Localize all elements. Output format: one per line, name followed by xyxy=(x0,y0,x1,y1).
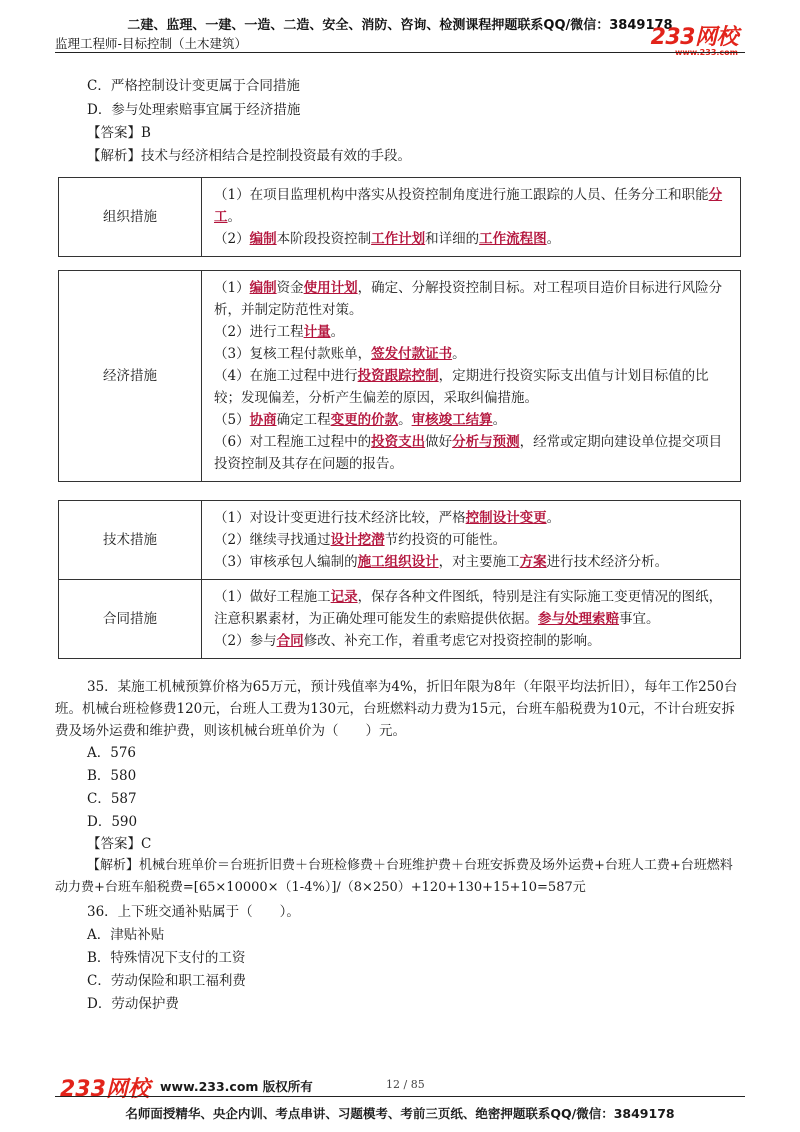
q34-analysis: 【解析】技术与经济相结合是控制投资最有效的手段。 xyxy=(87,148,411,164)
econ-item-2: （2）进行工程计量。 xyxy=(214,324,345,340)
econ-label: 经济措施 xyxy=(59,271,202,482)
q35-option-b: B．580 xyxy=(87,768,137,784)
footer-divider xyxy=(55,1096,745,1097)
econ-item-3: （3）复核工程付款账单，签发付款证书。 xyxy=(214,346,466,362)
q35-option-d: D．590 xyxy=(87,814,138,830)
q36-option-a: A．津贴补贴 xyxy=(87,927,165,943)
q34-option-d: D．参与处理索赔事宜属于经济措施 xyxy=(87,102,301,118)
footer-site-copyright: www.233.com 版权所有 xyxy=(160,1079,313,1094)
logo-web: www.233.com xyxy=(674,48,738,57)
q35-answer: 【答案】C xyxy=(87,836,152,852)
tech-item-2: （2）继续寻找通过设计挖潜节约投资的可能性。 xyxy=(214,532,507,548)
q36-option-d: D．劳动保护费 xyxy=(87,996,179,1012)
contract-content xyxy=(202,580,741,659)
econ-item-1: （1）编制资金使用计划，确定、分解投资控制目标。对工程项目造价目标进行风险分析，并制定防范性对策。 xyxy=(214,280,723,318)
q34-answer: 【答案】B xyxy=(87,125,151,141)
tech-item-3: （3）审核承包人编制的施工组织设计，对主要施工方案进行技术经济分析。 xyxy=(214,554,669,570)
econ-measures-table xyxy=(58,270,741,482)
header-divider xyxy=(55,52,745,53)
org-content xyxy=(202,178,741,257)
tech-contract-table xyxy=(58,500,741,659)
econ-item-6: （6）对工程施工过程中的投资支出做好分析与预测，经常或定期向建设单位提交项目投资控制及其存在问题的报告。 xyxy=(214,434,723,472)
contract-item-1: （1）做好工程施工记录，保存各种文件图纸，特别是注有实际施工变更情况的图纸，注意积累素材，为正确处理可能发生的索赔提供依据。参与处理索赔事宜。 xyxy=(214,589,723,627)
org-item-1: （1）在项目监理机构中落实从投资控制角度进行施工跟踪的人员、任务分工和职能分工。 xyxy=(214,187,723,225)
econ-item-5: （5）协商确定工程变更的价款。审核竣工结算。 xyxy=(214,412,507,428)
header-banner: 二建、监理、一建、一造、二造、安全、消防、咨询、检测课程押题联系QQ/微信：3849178 xyxy=(127,18,673,33)
page-number: 12 / 85 xyxy=(386,1078,425,1091)
org-measures-table xyxy=(58,177,741,257)
q36-option-c: C．劳动保险和职工福利费 xyxy=(87,973,246,989)
econ-item-4: （4）在施工过程中进行投资跟踪控制，定期进行投资实际支出值与计划目标值的比较；发现偏差，分析产生偏差的原因，采取纠偏措施。 xyxy=(214,368,709,406)
contract-label: 合同措施 xyxy=(59,580,202,659)
org-item-2: （2）编制本阶段投资控制工作计划和详细的工作流程图。 xyxy=(214,231,561,247)
q34-option-c: C．严格控制设计变更属于合同措施 xyxy=(87,78,300,94)
q35-option-a: A．576 xyxy=(87,745,137,761)
footer-contact: 名师面授精华、央企内训、考点串讲、习题模考、考前三页纸、绝密押题联系QQ/微信：3849178 xyxy=(125,1106,675,1121)
econ-content xyxy=(202,271,741,482)
document-subtitle: 监理工程师-目标控制（土木建筑） xyxy=(55,36,248,51)
org-label: 组织措施 xyxy=(59,178,202,257)
q35-option-c: C．587 xyxy=(87,791,137,807)
q36-stem: 36．上下班交通补贴属于（ ）。 xyxy=(87,904,300,920)
tech-item-1: （1）对设计变更进行技术经济比较，严格控制设计变更。 xyxy=(214,510,561,526)
tech-content xyxy=(202,501,741,580)
q35-analysis: 【解析】机械台班单价＝台班折旧费＋台班检修费＋台班维护费＋台班安拆费及场外运费+台班人工费+台班燃料动力费+台班车船税费=[65×10000×（1-4%）]/（8×250）+120+130+15+10=587元 xyxy=(55,858,733,895)
footer-logo: 233网校 xyxy=(60,1077,150,1102)
q36-option-b: B．特殊情况下支付的工资 xyxy=(87,950,246,966)
logo-text: 233网校 xyxy=(650,25,738,50)
q35-stem: 35．某施工机械预算价格为65万元，预计残值率为4%，折旧年限为8年（年限平均法折旧），每年工作250台班。机械台班检修费120元，台班人工费为130元，台班燃料动力费为15元，台班车船税费为10元，不计台班安拆费及场外运费和维护费，则该机械台班单价为（ ）元。 xyxy=(55,679,738,739)
tech-label: 技术措施 xyxy=(59,501,202,580)
contract-item-2: （2）参与合同修改、补充工作，着重考虑它对投资控制的影响。 xyxy=(214,633,601,649)
